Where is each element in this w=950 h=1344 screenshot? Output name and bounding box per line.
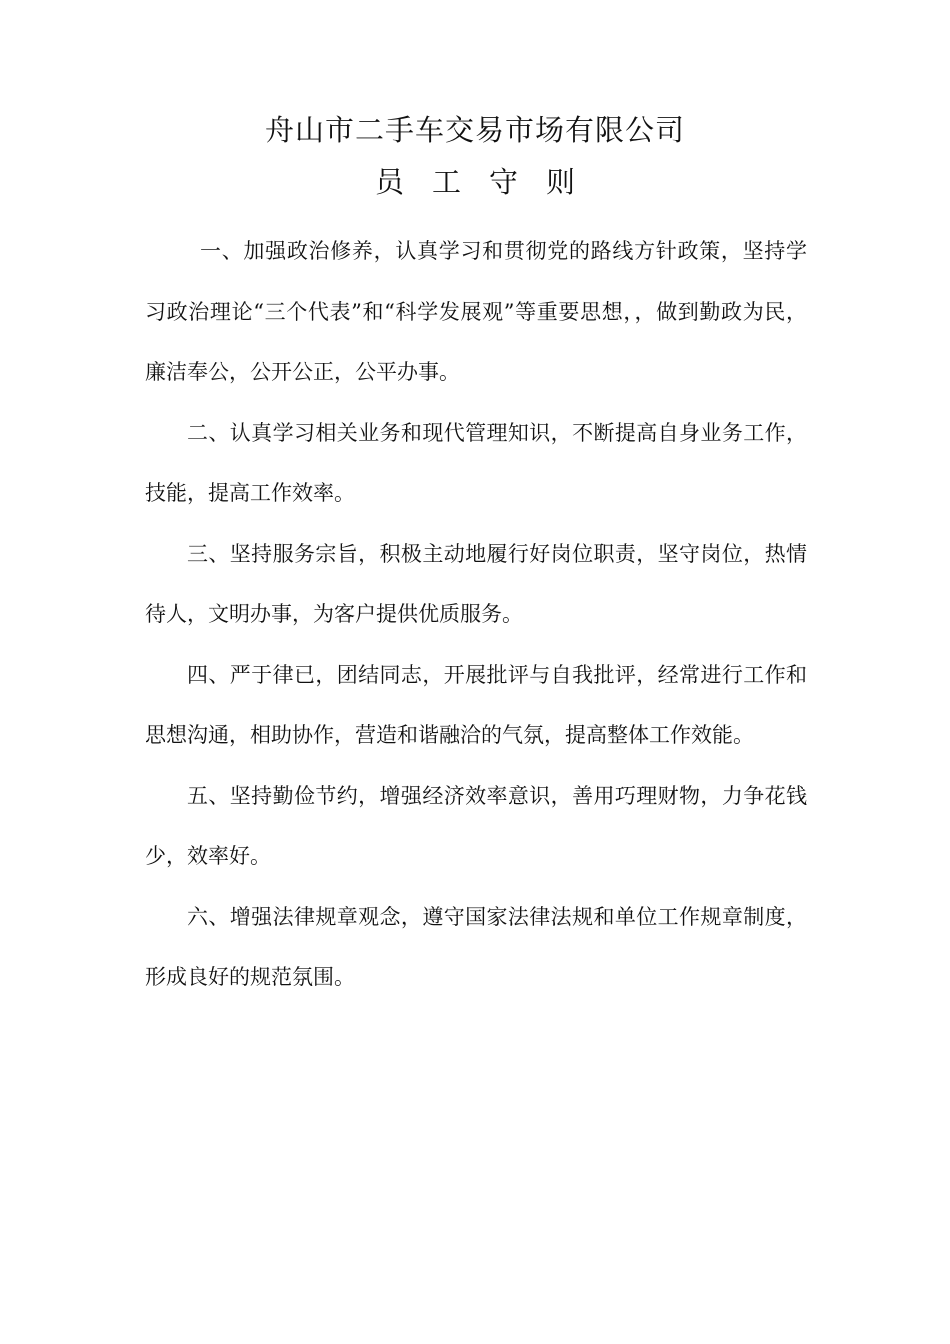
rule-paragraph-1: 一、加强政治修养，认真学习和贯彻党的路线方针政策，坚持学习政治理论“三个代表”和“科学发展观”等重要思想，，做到勤政为民，廉洁奉公，公开公正，公平办事。 [145,239,807,384]
rule-paragraph-2: 二、认真学习相关业务和现代管理知识，不断提高自身业务工作，技能，提高工作效率。 [145,420,807,505]
rule-paragraph-5: 五、坚持勤俭节约，增强经济效率意识，善用巧理财物，力争花钱少，效率好。 [145,783,807,868]
document-subtitle: 员工守则 [374,165,603,199]
document-title: 舟山市二手车交易市场有限公司 [264,113,685,147]
rule-paragraph-3: 三、坚持服务宗旨，积极主动地履行好岗位职责，坚守岗位，热情待人，文明办事，为客户提供优质服务。 [145,541,807,626]
rule-paragraph-4: 四、严于律已，团结同志，开展批评与自我批评，经常进行工作和思想沟通，相助协作，营造和谐融洽的气氛，提高整体工作效能。 [145,662,807,747]
rule-paragraph-6: 六、增强法律规章观念，遵守国家法律法规和单位工作规章制度，形成良好的规范氛围。 [145,904,807,989]
document-body [145,221,807,1008]
